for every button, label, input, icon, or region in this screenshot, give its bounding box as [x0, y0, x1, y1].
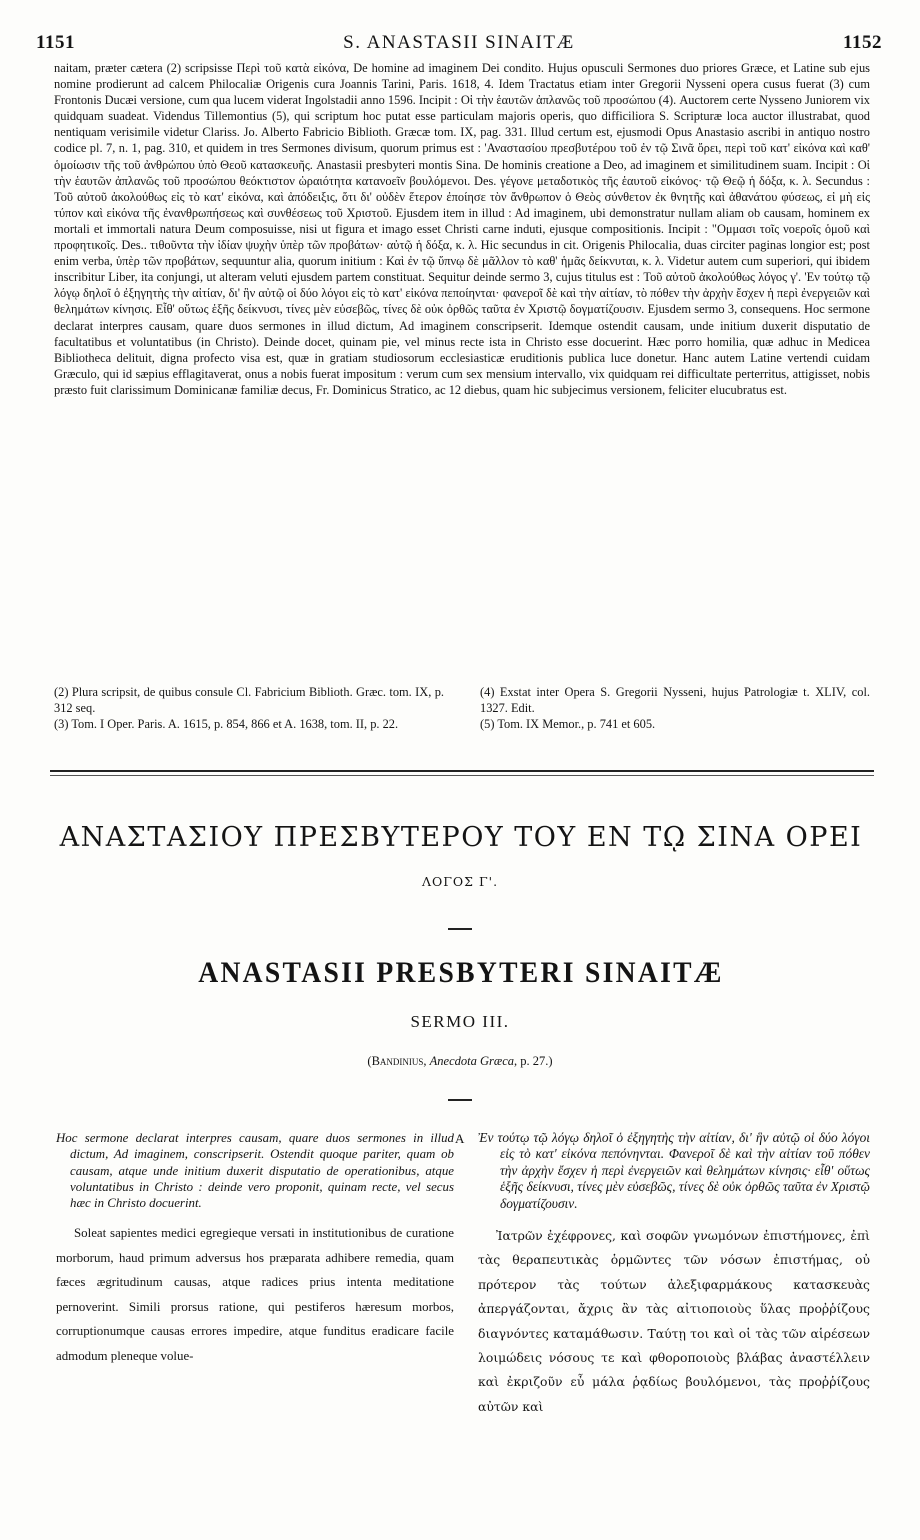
- latin-column: [56, 1130, 454, 1368]
- section-divider-thin: [50, 775, 874, 776]
- footnote-4: (4) Exstat inter Opera S. Gregorii Nysseni, hujus Patrologiæ t. XLIV, col. 1327. Edit.: [480, 685, 870, 715]
- latin-subtitle: SERMO III.: [410, 1012, 510, 1031]
- footnote-2: (2) Plura scripsit, de quibus consule Cl. Fabricium Biblioth. Græc. tom. IX, p. 312 seq.: [54, 685, 444, 715]
- source-author: Bandinius: [371, 1054, 424, 1068]
- column-marker: A: [455, 1131, 465, 1146]
- greek-subtitle: ΛΟΓΟΣ Γ'.: [421, 874, 499, 889]
- title-dash: [448, 928, 472, 930]
- source-citation: (Bandinius, Anecdota Græca, p. 27.): [367, 1054, 553, 1068]
- running-title: S. ANASTASII SINAITÆ: [343, 32, 575, 53]
- running-head: [36, 32, 882, 58]
- section-dash: [448, 1099, 472, 1101]
- introduction-text: [54, 60, 870, 398]
- footnote-3: (3) Tom. I Oper. Paris. A. 1615, p. 854, 866 et A. 1638, tom. II, p. 22.: [54, 717, 399, 731]
- source-open: (: [367, 1054, 372, 1068]
- section-divider: [50, 770, 874, 772]
- greek-column: [478, 1130, 870, 1419]
- latin-text: Soleat sapientes medici egregieque versati in institutionibus de curatione morborum, haud primum adversus hos præparata adhibere remedia, quam fæces ægritudinum causas, atque radices prius intenta meditatione pernoverint. Simili prorsus ratione, qui pestiferos hæresum morbos, corruptionumque causas errores impedire, atque funditus eradicare facile admodum pleneque volue-: [56, 1226, 454, 1363]
- latin-summary: Hoc sermone declarat interpres causam, quare duos sermones in illud dictum, Ad imaginem, conscripserit. Ostendit quoque pariter, quam ob causam, atque unde initium duxerit disputatio de operationibus, atque voluntatibus in Christo : deinde vero proponit, quinam recte, vel secus hæc in Christo docuerint.: [56, 1131, 454, 1211]
- footnotes: [54, 684, 870, 732]
- footnote-5: (5) Tom. IX Memor., p. 741 et 605.: [480, 717, 656, 731]
- intro-paragraph: naitam, præter cætera (2) scripsisse Περὶ τοῦ κατὰ εἰκόνα, De homine ad imaginem Dei condito. Hujus opusculi Sermones duo priores Græce, et Latine sub ejus nomine prodierunt ad calcem Philocaliæ Origenis cura Joannis Tarini, Paris. 1618, 4. Idem Tractatus etiam inter Gregorii Nysseni opera cusus fuerat (3) cum Frontonis Ducæi versione, cum qua lucem viderat Ingolstadii anno 1596. Incipit : Οἱ τὴν ἑαυτῶν ἀπλανῶς τοῦ προσώπου (4). Auctorem certe Nysseno Juniorem vix quidquam suadeat. Videndus Tillemontius (5), qui scriptum hoc putat esse particulam majoris operis, quo difficiliora S. Scripturæ loca auctor illustrabat, quod nentiquam verisimile videtur Clariss. Jo. Alberto Fabricio Biblioth. Græcæ tom. IX, pag. 331. Illud certum est, ejusmodi Opus Anastasio ascribi in antiquo nostro codice pl. 7, n. 1, pag. 310, et quidem in tres Sermones divisum, quorum primus est : 'Αναστασίου πρεσβυτέρου τοῦ ἐν τῷ Σινᾶ ὄρει, περὶ τοῦ κατ' εἰκόνα καὶ καθ' ὁμοίωσιν τῆς τοῦ ἀνθρώπου ὑπὸ Θεοῦ κατασκευῆς. Anastasii presbyteri montis Sina. De hominis creatione a Deo, ad imaginem et similitudinem suam. Incipit : Οἱ τὴν ἑαυτῶν ἀπλανῶς τοῦ προσώπου θεόκτιστον ὡραιότητα κατανοεῖν βουλόμενοι. Des. γέγονε μεταδοτικὸς τῆς ἑαυτοῦ εἰκόνος· τῷ Θεῷ ἡ δόξα, κ. λ. Secundus : Τοῦ αὐτοῦ ἀκολούθως εἰς τὸ κατ' εἰκόνα, καὶ ἀπόδειξις, ὅτι δι' οὐδὲν ἕτερον ἐποίησε τὸν ἄνθρωπον ὁ Θεὸς σύνθετον ἐκ θνητῆς καὶ ἀθανάτου φύσεως, εἰ μὴ εἰς τύπον καὶ εἰκόνα τῆς ἐνανθρωπήσεως καὶ συνθέσεως τοῦ Χριστοῦ. Ejusdem item in illud : Ad imaginem, ubi demonstratur nullam aliam ob causam, hominem ex mortali et immortali natura Deum composuisse, nisi ut figura et imago esset Christi carne induti, ejusque compositionis. Incipit : "Ομμασι τοῖς νοεροῖς ὁμοῦ καὶ προφητικοῖς. Des.. τιθοῦντα τὴν ἰδίαν ψυχὴν ὑπὲρ τῶν προβάτων· αὐτῷ ἡ δόξα, κ. λ. Hic secundus in cit. Origenis Philocalia, duas circiter paginas longior est; post enim verba, ὑπὲρ τῶν προβάτων, sequuntur alia, quorum initium : Καὶ ἐν τῷ ὕπνῳ δὲ μᾶλλον τὸ καθ' ἡμᾶς δείκνυται, κ. λ. Videtur autem cum superiori, qui ibidem inscribitur Liber, ita conjungi, ut alteram veluti ejusdem partem constituat. Sequitur deinde sermo 3, cujus titulus est : Τοῦ αὐτοῦ ἀκολούθως λόγος γ'. 'Εν τούτῳ τῷ λόγῳ δηλοῖ ὁ ἐξηγητὴς τὴν αἰτίαν, δι' ἣν αὐτῷ οἱ δύο λόγοι εἰς τὸ κατ' εἰκόνα πεποίηνται· φανεροῖ δὲ καὶ τὴν αἰτίαν, τὸ πόθεν τὴν ἀρχὴν ἔσχεν ἡ περὶ ἐνεργειῶν καὶ θελημάτων κίνησις. Εἶθ' οὕτως ἑξῆς δείκνυσι, τίνες μὲν εὐσεβῶς, τίνες δὲ οὐκ ὀρθῶς ταῦτα ἐν Χριστῷ δογματίζουσιν. Ejusdem sermo 3, consequens. Hoc sermone declarat interpres causam, quare duos sermones in illud dictum, Ad imaginem conscripserit. Idemque ostendit causam, unde initium duxerit disputatio de facultatibus et voluntatibus (in Christo). Deinde docet, quinam pie, vel minus recte ista in Christo esse docuerint. Hæc porro homilia, quæ adhuc in Medicea Bibliotheca delituit, digna profecto visa est, quæ in gratiam studiosorum ecclesiasticæ eruditionis publica luce donetur. Hanc autem Latine vertendi cuidam Græculo, qui id sæpius efflagitaverat, onus a nobis fuerat impositum : verum cum sex mensium intervallo, vix quidquam rei difficultate perterritus, attigisset, nobis præsto fuit clarissimum Dominicanæ familiæ decus, Fr. Dominicus Stratico, ac 12 diebus, quam hic subjecimus versionem, feliciter elucubratus est.: [54, 61, 870, 397]
- source-work: Anecdota Græca: [429, 1054, 515, 1068]
- column-number-left: 1151: [36, 32, 75, 53]
- latin-title: ANASTASII PRESBYTERI SINAITÆ: [198, 956, 724, 989]
- footnotes-left: [54, 684, 444, 732]
- greek-summary: Ἐν τούτῳ τῷ λόγῳ δηλοῖ ὁ ἐξηγητὴς τὴν αἰτίαν, δι' ἣν αὐτῷ οἱ δύο λόγοι εἰς τὸ κατ' εἰκόνα πεπόνηνται. Φανεροῖ δὲ καὶ τὴν αἰτίαν τοῦ πόθεν τὴν ἀρχὴν ἔσχεν ἡ περὶ ἐνεργειῶν καὶ θελημάτων κίνησις· εἶθ' οὕτως ἑξῆς δείκνυσι, τίνες μὲν εὐσεβῶς, τίνες δὲ οὐκ ὀρθῶς ταῦτα ἐν Χριστῷ δογματίζουσιν.: [478, 1130, 870, 1211]
- footnotes-right: [480, 684, 870, 732]
- greek-title: ΑΝΑΣΤΑΣΙΟΥ ΠΡΕΣΒΥΤΕΡΟΥ ΤΟΥ ΕΝ Τῼ ΣΙΝΑ ΟΡΕΙ: [59, 822, 863, 853]
- source-page: , p. 27.): [514, 1054, 553, 1068]
- greek-text: Ἰατρῶν ἐχέφρονες, καὶ σοφῶν γνωμόνων ἐπιστήμονες, ἐπὶ τὰς θεραπευτικὰς ὁρμῶντες τῶν νόσων ἐπιστήμας, οὐ πρότερον τὰς τούτων ἀλεξιφαρμάκους κατασκευὰς ἀπεργάζονται, ἄχρις ἂν τὰς αἰτιοποιοὺς ὕλας προῤῥίζους διαγνόντες καταμάθωσιν. Ταύτῃ τοι καὶ οἱ τὰς τῶν αἱρέσεων λοιμώδεις νόσους τε καὶ φθοροποιοὺς βλάβας ἀναστέλλειν καὶ ἐκριζοῦν εὖ μάλα ῥᾳδίως βουλόμενοι, τὰς προῤῥίζους αὐτῶν καὶ: [478, 1228, 870, 1414]
- column-number-right: 1152: [843, 32, 882, 53]
